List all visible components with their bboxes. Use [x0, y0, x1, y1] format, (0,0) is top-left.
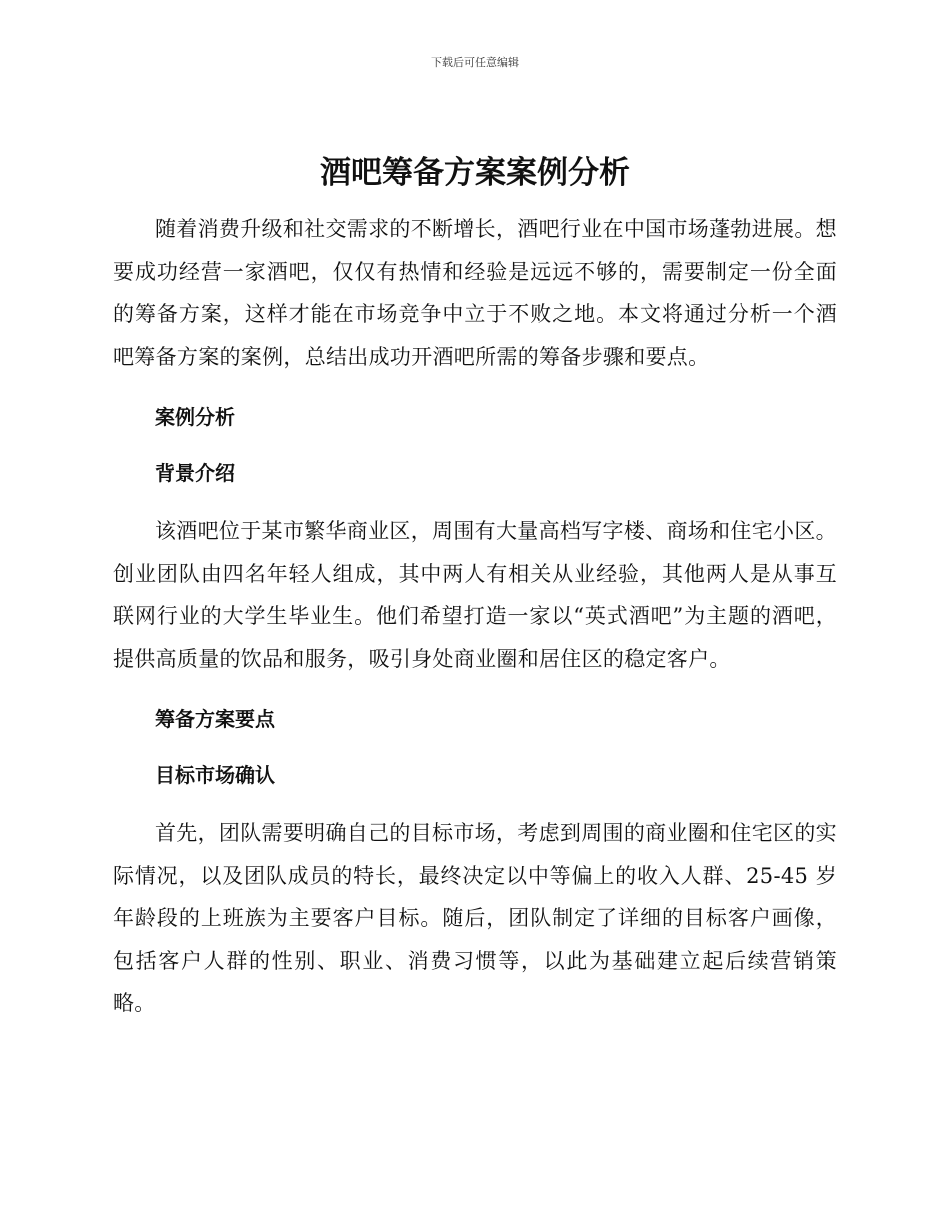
background-paragraph: 该酒吧位于某市繁华商业区，周围有大量高档写字楼、商场和住宅小区。创业团队由四名年轻人组成，其中两人有相关从业经验，其他两人是从事互联网行业的大学生毕业生。他们希望打造一家以“英式酒吧”为主题的酒吧，提供高质量的饮品和服务，吸引身处商业圈和居住区的稳定客户。: [113, 519, 837, 671]
section-heading-plan-points: 筹备方案要点: [155, 707, 275, 731]
intro-paragraph: 随着消费升级和社交需求的不断增长，酒吧行业在中国市场蓬勃进展。想要成功经营一家酒吧，仅仅有热情和经验是远远不够的，需要制定一份全面的筹备方案，这样才能在市场竞争中立于不败之地。本文将通过分析一个酒吧筹备方案的案例，总结出成功开酒吧所需的筹备步骤和要点。: [113, 217, 837, 369]
header-note: 下载后可任意编辑: [431, 56, 519, 69]
section-heading-case-analysis: 案例分析: [155, 405, 235, 429]
section-heading-background: 背景介绍: [155, 461, 235, 485]
target-market-paragraph: 首先，团队需要明确自己的目标市场，考虑到周围的商业圈和住宅区的实际情况，以及团队成员的特长，最终决定以中等偏上的收入人群、25-45 岁年龄段的上班族为主要客户目标。随后，团队制定了详细的目标客户画像，包括客户人群的性别、职业、消费习惯等，以此为基础建立起后续营销策略。: [113, 821, 837, 1015]
document-body: [113, 148, 837, 1025]
document-title: 酒吧筹备方案案例分析: [320, 155, 630, 191]
section-heading-target-market: 目标市场确认: [155, 763, 275, 787]
